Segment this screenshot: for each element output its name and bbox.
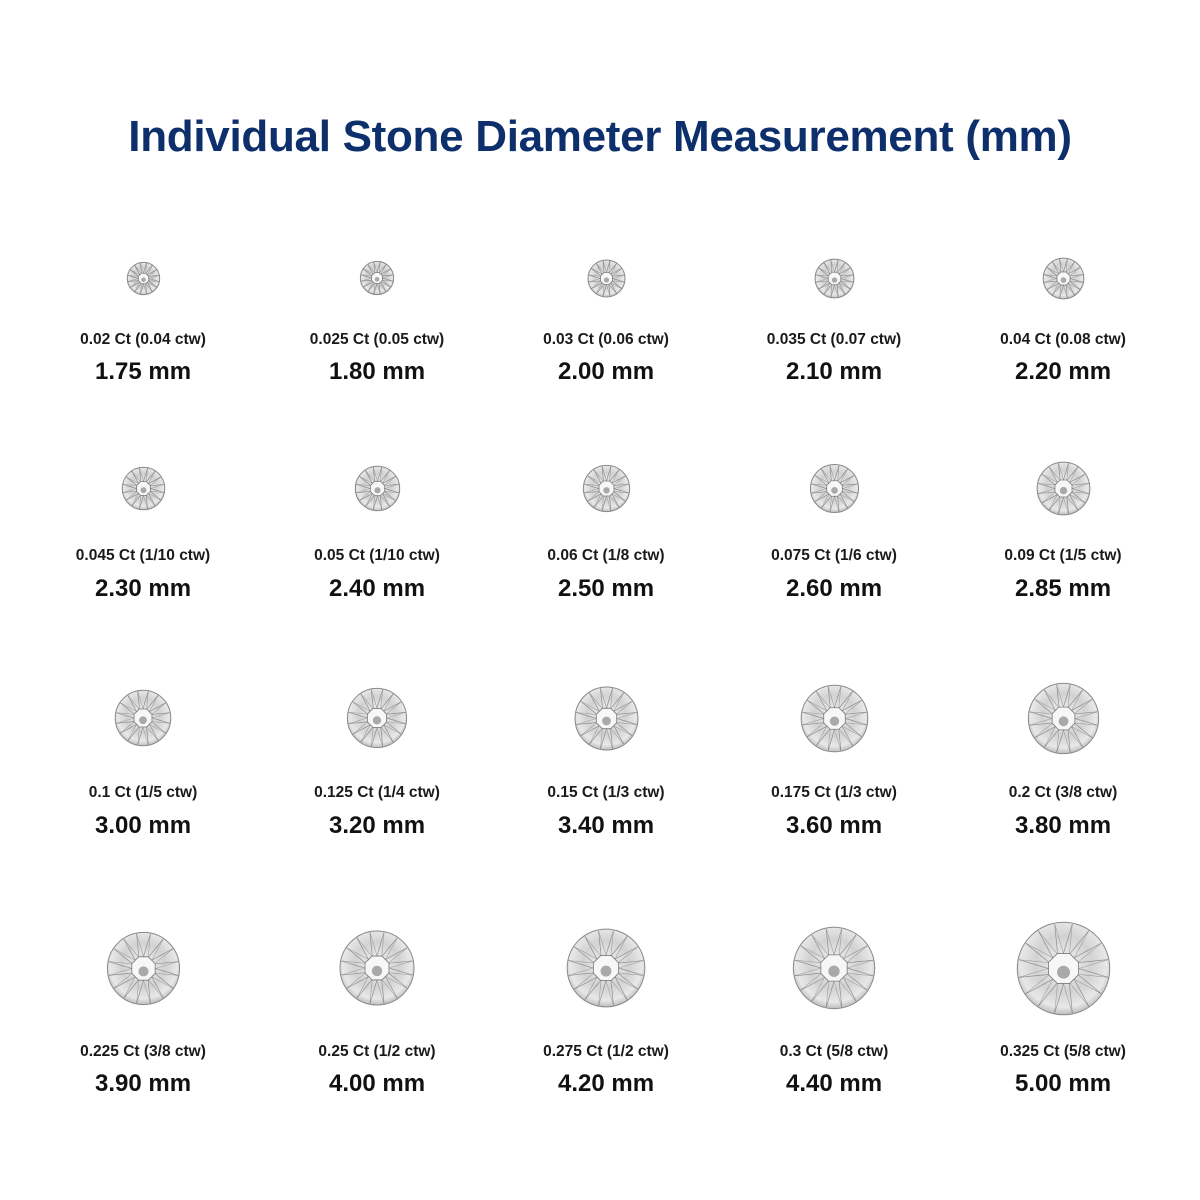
carat-weight-label: 0.04 Ct (0.08 ctw) (1000, 331, 1126, 348)
diamond-icon (358, 259, 396, 297)
diamond-icon (338, 929, 416, 1007)
diamond-icon (573, 685, 640, 752)
diameter-label: 4.40 mm (785, 1070, 883, 1097)
carat-weight-label: 0.025 Ct (0.05 ctw) (309, 331, 445, 348)
diameter-label: 3.60 mm (785, 812, 883, 839)
carat-weight-label: 0.035 Ct (0.07 ctw) (766, 331, 902, 348)
diamond-icon (345, 686, 409, 750)
carat-weight-label: 0.275 Ct (1/2 ctw) (543, 1043, 669, 1060)
diameter-label: 2.30 mm (94, 575, 192, 602)
diameter-label: 2.50 mm (557, 575, 655, 602)
diameter-label: 2.10 mm (785, 358, 883, 385)
diameter-label: 3.80 mm (1014, 812, 1112, 839)
diamond-icon (586, 258, 627, 299)
carat-weight-label: 0.02 Ct (0.04 ctw) (80, 331, 206, 348)
diamond-icon (1015, 920, 1112, 1017)
diamond-icon (353, 464, 402, 513)
diamond-icon (125, 260, 162, 297)
diamond-icon (581, 463, 632, 514)
carat-weight-label: 0.1 Ct (1/5 ctw) (88, 784, 198, 801)
carat-weight-label: 0.25 Ct (1/2 ctw) (318, 1043, 436, 1060)
diamond-icon (565, 927, 647, 1009)
diamond-icon (105, 930, 182, 1007)
diameter-label: 2.20 mm (1014, 358, 1112, 385)
diameter-label: 3.00 mm (94, 812, 192, 839)
diamond-icon (1026, 681, 1101, 756)
diameter-label: 2.60 mm (785, 575, 883, 602)
carat-weight-label: 0.125 Ct (1/4 ctw) (314, 784, 440, 801)
diamond-icon (113, 688, 173, 748)
carat-weight-label: 0.06 Ct (1/8 ctw) (547, 547, 665, 564)
carat-weight-label: 0.045 Ct (1/10 ctw) (75, 547, 211, 564)
diameter-label: 5.00 mm (1014, 1070, 1112, 1097)
diamond-icon (120, 465, 167, 512)
diamond-icon (1041, 256, 1086, 301)
carat-weight-label: 0.225 Ct (3/8 ctw) (80, 1043, 206, 1060)
diameter-label: 2.40 mm (328, 575, 426, 602)
carat-weight-label: 0.03 Ct (0.06 ctw) (543, 331, 669, 348)
diameter-label: 3.90 mm (94, 1070, 192, 1097)
diameter-label: 4.20 mm (557, 1070, 655, 1097)
diameter-label: 2.85 mm (1014, 575, 1112, 602)
diameter-label: 3.40 mm (557, 812, 655, 839)
diameter-label: 4.00 mm (328, 1070, 426, 1097)
diamond-icon (1035, 460, 1092, 517)
page-title: Individual Stone Diameter Measurement (mm) (128, 112, 1072, 161)
diameter-label: 1.80 mm (328, 358, 426, 385)
diameter-label: 3.20 mm (328, 812, 426, 839)
diamond-icon (813, 257, 856, 300)
diamond-icon (791, 925, 877, 1011)
diameter-label: 1.75 mm (94, 358, 192, 385)
carat-weight-label: 0.175 Ct (1/3 ctw) (771, 784, 897, 801)
carat-weight-label: 0.325 Ct (5/8 ctw) (1000, 1043, 1126, 1060)
carat-weight-label: 0.05 Ct (1/10 ctw) (314, 547, 440, 564)
diameter-label: 2.00 mm (557, 358, 655, 385)
carat-weight-label: 0.2 Ct (3/8 ctw) (1008, 784, 1118, 801)
diamond-icon (799, 683, 870, 754)
carat-weight-label: 0.15 Ct (1/3 ctw) (547, 784, 665, 801)
carat-weight-label: 0.075 Ct (1/6 ctw) (771, 547, 897, 564)
carat-weight-label: 0.3 Ct (5/8 ctw) (779, 1043, 889, 1060)
diamond-icon (808, 462, 861, 515)
carat-weight-label: 0.09 Ct (1/5 ctw) (1004, 547, 1122, 564)
